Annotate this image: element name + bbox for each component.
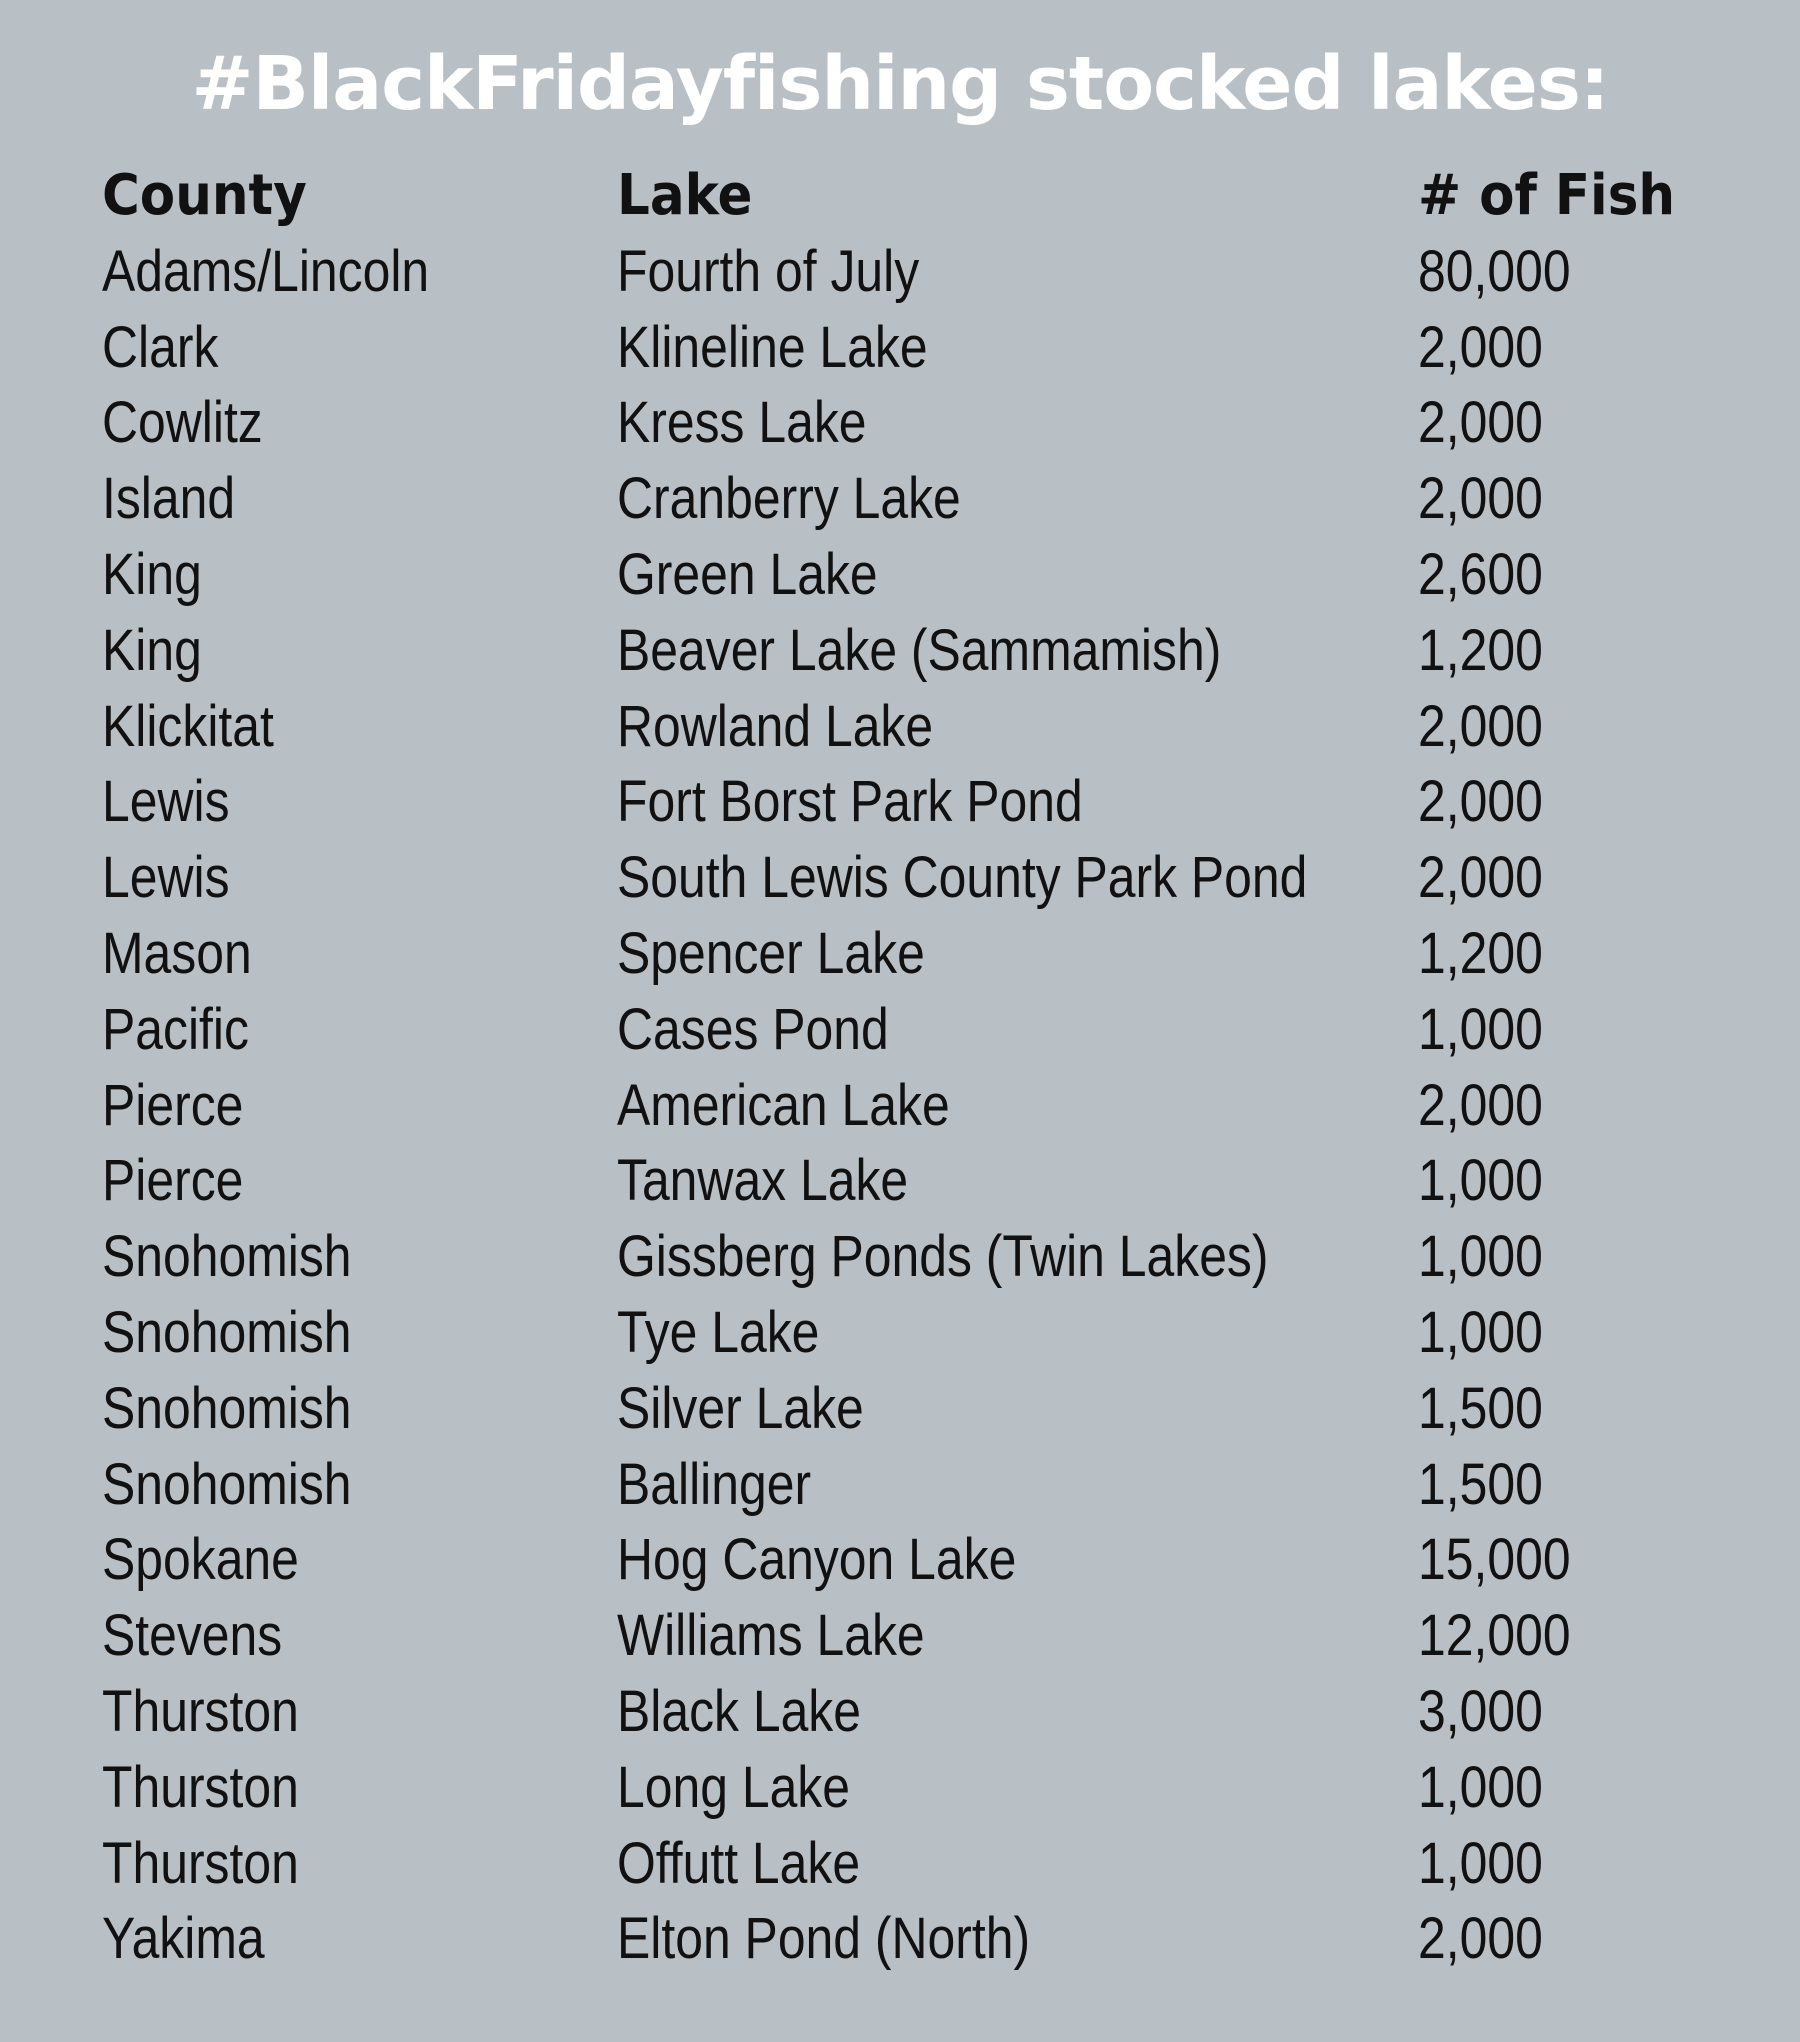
fish-count-cell: 2,000 <box>1418 314 1543 380</box>
table-row <box>0 461 1800 537</box>
lake-cell: Offutt Lake <box>617 1830 861 1896</box>
fish-count-cell: 2,000 <box>1418 1072 1543 1138</box>
lake-cell: Fort Borst Park Pond <box>617 769 1083 835</box>
county-cell: Thurston <box>102 1678 299 1744</box>
fish-count-cell: 1,500 <box>1418 1451 1543 1517</box>
table-row <box>0 310 1800 386</box>
fish-count-cell: 1,000 <box>1418 1299 1543 1365</box>
table-row <box>0 1522 1800 1598</box>
lake-cell: Green Lake <box>617 541 878 607</box>
table-row <box>0 613 1800 689</box>
table-row <box>0 234 1800 310</box>
table-row <box>0 1295 1800 1371</box>
table-row <box>0 1826 1800 1902</box>
county-cell: Adams/Lincoln <box>102 238 430 304</box>
fish-count-cell: 3,000 <box>1418 1678 1543 1744</box>
table-row <box>0 537 1800 613</box>
county-cell: Lewis <box>102 845 230 911</box>
fish-count-cell: 2,000 <box>1418 1906 1543 1972</box>
fish-count-cell: 1,000 <box>1418 996 1543 1062</box>
fish-count-cell: 1,200 <box>1418 617 1543 683</box>
county-cell: Klickitat <box>102 693 274 759</box>
county-cell: King <box>102 541 202 607</box>
lake-cell: Gissberg Ponds (Twin Lakes) <box>617 1224 1269 1290</box>
county-cell: Lewis <box>102 769 230 835</box>
county-cell: Snohomish <box>102 1224 352 1290</box>
lake-cell: Rowland Lake <box>617 693 934 759</box>
table-row <box>0 840 1800 916</box>
table-row <box>0 1143 1800 1219</box>
fish-count-cell: 2,000 <box>1418 466 1543 532</box>
county-cell: Mason <box>102 920 252 986</box>
fish-count-cell: 15,000 <box>1418 1527 1571 1593</box>
county-cell: Yakima <box>102 1906 265 1972</box>
county-cell: Pierce <box>102 1148 244 1214</box>
page-title: #BlackFridayfishing stocked lakes: <box>191 41 1609 127</box>
county-cell: Snohomish <box>102 1299 352 1365</box>
fish-count-cell: 1,500 <box>1418 1375 1543 1441</box>
lake-cell: Cases Pond <box>617 996 889 1062</box>
lake-cell: Hog Canyon Lake <box>617 1527 1017 1593</box>
county-cell: Cowlitz <box>102 390 263 456</box>
table-row <box>0 1901 1800 1977</box>
county-cell: King <box>102 617 202 683</box>
lake-cell: Fourth of July <box>617 238 920 304</box>
lake-cell: Cranberry Lake <box>617 466 961 532</box>
fish-count-cell: 1,200 <box>1418 920 1543 986</box>
fish-count-cell: 1,000 <box>1418 1754 1543 1820</box>
county-cell: Clark <box>102 314 219 380</box>
table-row <box>0 1447 1800 1523</box>
table-header-row <box>0 158 1800 234</box>
table-row <box>0 1068 1800 1144</box>
lake-cell: Elton Pond (North) <box>617 1906 1031 1972</box>
fish-count-cell: 1,000 <box>1418 1830 1543 1896</box>
table-row <box>0 916 1800 992</box>
table-row <box>0 1598 1800 1674</box>
header-fish-count: # of Fish <box>1418 163 1676 228</box>
county-cell: Snohomish <box>102 1451 352 1517</box>
lake-cell: Beaver Lake (Sammamish) <box>617 617 1222 683</box>
table-row <box>0 385 1800 461</box>
table-row <box>0 764 1800 840</box>
lake-cell: Tanwax Lake <box>617 1148 909 1214</box>
header-lake: Lake <box>617 163 753 228</box>
county-cell: Island <box>102 466 236 532</box>
county-cell: Thurston <box>102 1754 299 1820</box>
lake-cell: Silver Lake <box>617 1375 864 1441</box>
stocked-lakes-table <box>0 158 1800 1977</box>
lake-cell: American Lake <box>617 1072 950 1138</box>
table-row <box>0 992 1800 1068</box>
lake-cell: Spencer Lake <box>617 920 925 986</box>
lake-cell: Ballinger <box>617 1451 812 1517</box>
fish-count-cell: 1,000 <box>1418 1224 1543 1290</box>
lake-cell: Klineline Lake <box>617 314 928 380</box>
table-row <box>0 689 1800 765</box>
table-row <box>0 1674 1800 1750</box>
fish-count-cell: 12,000 <box>1418 1603 1571 1669</box>
table-row <box>0 1371 1800 1447</box>
lake-cell: Long Lake <box>617 1754 850 1820</box>
fish-count-cell: 2,000 <box>1418 845 1543 911</box>
table-row <box>0 1750 1800 1826</box>
fish-count-cell: 2,600 <box>1418 541 1543 607</box>
fish-count-cell: 2,000 <box>1418 693 1543 759</box>
county-cell: Pierce <box>102 1072 244 1138</box>
county-cell: Snohomish <box>102 1375 352 1441</box>
table-row <box>0 1219 1800 1295</box>
fish-count-cell: 80,000 <box>1418 238 1571 304</box>
lake-cell: Black Lake <box>617 1678 861 1744</box>
county-cell: Thurston <box>102 1830 299 1896</box>
lake-cell: South Lewis County Park Pond <box>617 845 1308 911</box>
fish-count-cell: 2,000 <box>1418 390 1543 456</box>
lake-cell: Kress Lake <box>617 390 867 456</box>
fish-count-cell: 1,000 <box>1418 1148 1543 1214</box>
county-cell: Pacific <box>102 996 249 1062</box>
header-county: County <box>102 163 307 228</box>
fish-count-cell: 2,000 <box>1418 769 1543 835</box>
county-cell: Stevens <box>102 1603 283 1669</box>
lake-cell: Tye Lake <box>617 1299 820 1365</box>
county-cell: Spokane <box>102 1527 299 1593</box>
lake-cell: Williams Lake <box>617 1603 925 1669</box>
